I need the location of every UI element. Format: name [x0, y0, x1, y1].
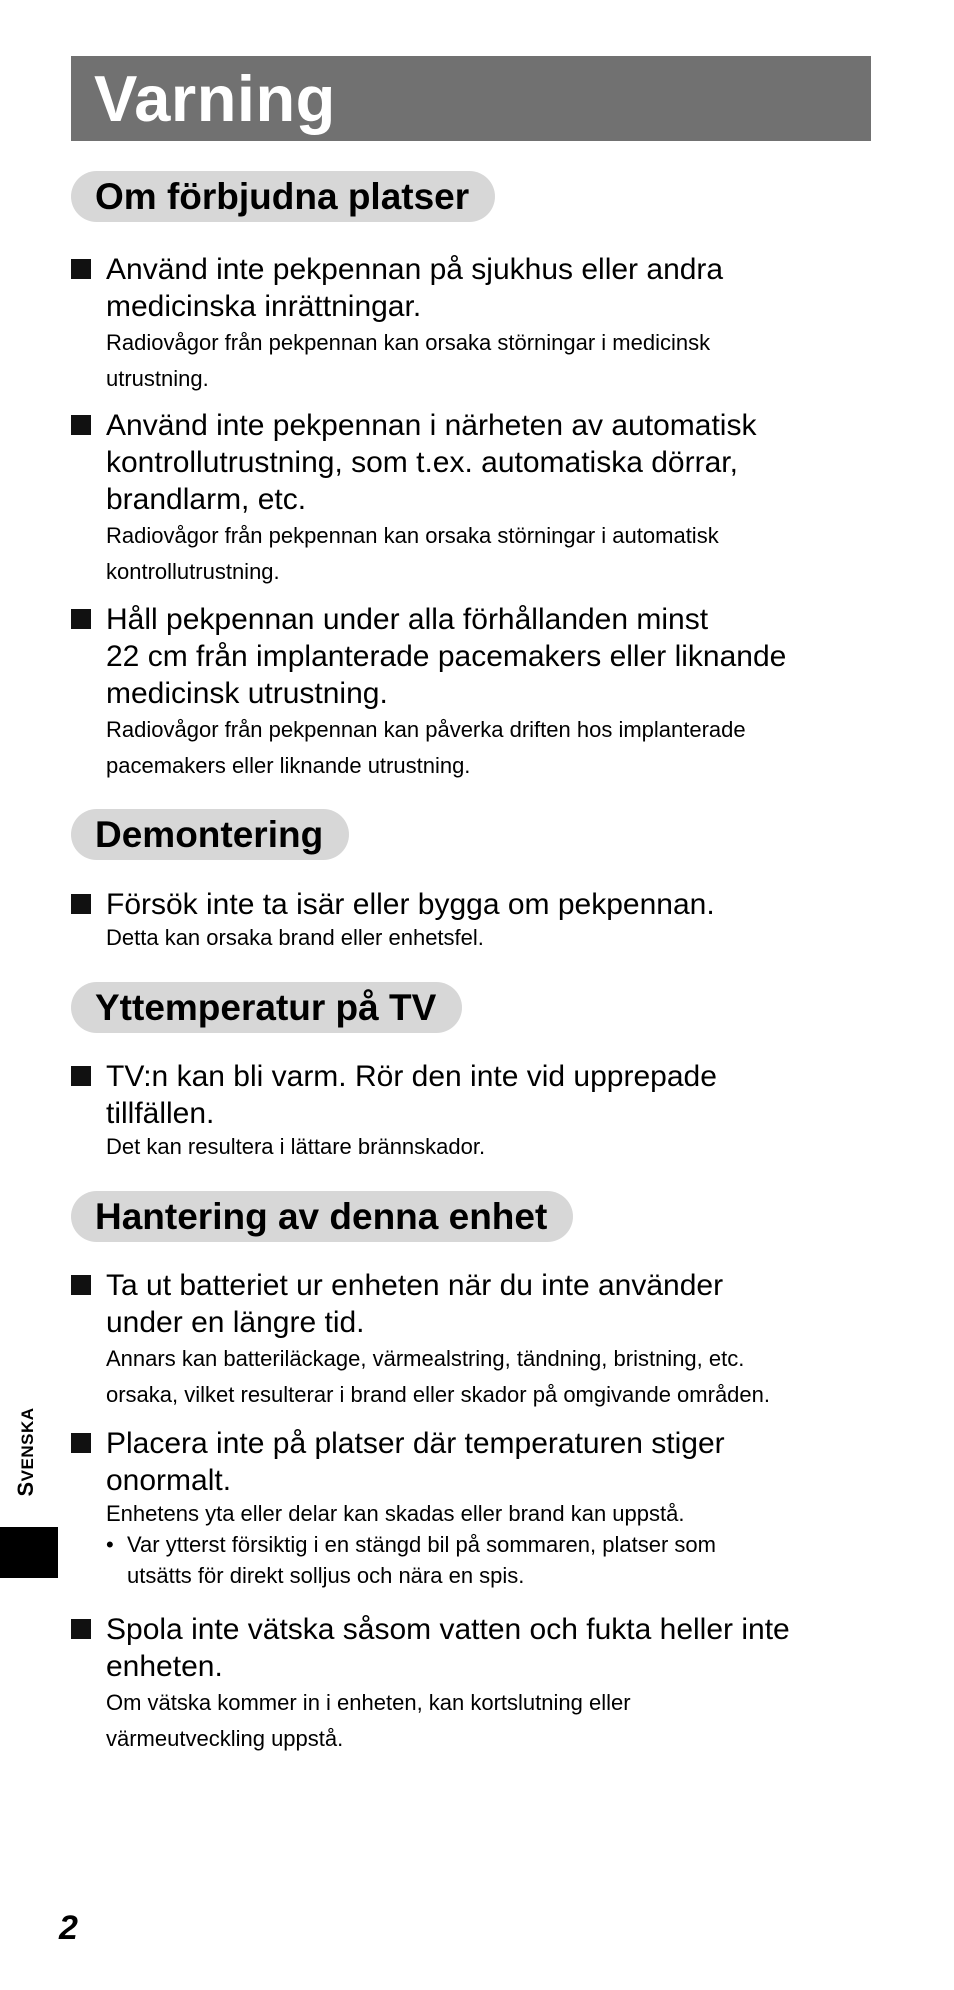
warning-item-pacemakers: [71, 601, 871, 784]
square-bullet-icon: [71, 894, 91, 914]
warning-item-disassembly: [71, 886, 871, 953]
square-bullet-icon: [71, 609, 91, 629]
title-bar: [71, 56, 871, 141]
warning-item-hospitals: [71, 251, 871, 397]
warning-sub-text: Radiovågor från pekpennan kan orsaka störningar i medicinsk utrustning.: [106, 330, 711, 391]
warning-sub-text: Enhetens yta eller delar kan skadas eller brand kan uppstå.: [106, 1501, 685, 1526]
warning-sub-text: Det kan resultera i lättare brännskador.: [106, 1134, 486, 1159]
warning-note: • Var ytterst försiktig i en stängd bil på sommaren, platser som utsätts för direkt solljus och nära en spis.: [106, 1529, 871, 1591]
section-heading-device-handling: Hantering av denna enhet: [71, 1191, 573, 1242]
square-bullet-icon: [71, 259, 91, 279]
warning-sub-text: Radiovågor från pekpennan kan orsaka störningar i automatisk kontrollutrustning.: [106, 523, 719, 584]
warning-main-text: Försök inte ta isär eller bygga om pekpennan.: [106, 888, 715, 921]
warning-main-text: Spola inte vätska såsom vatten och fukta heller inte enheten.: [106, 1613, 790, 1683]
language-side-tab: [0, 1527, 58, 1578]
warning-main-text: Använd inte pekpennan i närheten av automatisk kontrollutrustning, som t.ex. automatiska dörrar, brandlarm, etc.: [106, 409, 757, 516]
section-heading-tv-surface-temperature: Yttemperatur på TV: [71, 982, 462, 1033]
page-number: 2: [59, 1909, 78, 1947]
warning-sub-text: Radiovågor från pekpennan kan påverka driften hos implanterade pacemakers eller liknande utrustning.: [106, 717, 746, 778]
section-heading-disassembly: Demontering: [71, 809, 349, 860]
warning-main-text: Placera inte på platser där temperaturen stiger onormalt.: [106, 1427, 725, 1497]
square-bullet-icon: [71, 1433, 91, 1453]
warning-main-text: TV:n kan bli varm. Rör den inte vid upprepade tillfällen.: [106, 1060, 717, 1130]
section-heading-forbidden-places: Om förbjudna platser: [71, 171, 495, 222]
warning-item-liquids: [71, 1611, 871, 1757]
square-bullet-icon: [71, 1066, 91, 1086]
warning-sub-text: Om vätska kommer in i enheten, kan kortslutning eller värmeutveckling uppstå.: [106, 1690, 631, 1751]
warning-item-temperature-placement: [71, 1425, 871, 1591]
dot-bullet-icon: •: [106, 1532, 114, 1557]
language-side-label: SVENSKA: [13, 1407, 38, 1497]
warning-item-battery: [71, 1267, 871, 1413]
warning-main-text: Håll pekpennan under alla förhållanden minst 22 cm från implanterade pacemakers eller liknande medicinsk utrustning.: [106, 603, 787, 710]
warning-main-text: Ta ut batteriet ur enheten när du inte använder under en längre tid.: [106, 1269, 724, 1339]
square-bullet-icon: [71, 1275, 91, 1295]
warning-sub-text: Detta kan orsaka brand eller enhetsfel.: [106, 925, 484, 950]
warning-item-automatic-control: [71, 407, 871, 590]
warning-item-tv-hot: [71, 1058, 871, 1162]
square-bullet-icon: [71, 415, 91, 435]
square-bullet-icon: [71, 1619, 91, 1639]
warning-sub-text: Annars kan batteriläckage, värmealstring, tändning, bristning, etc. orsaka, vilket resulterar i brand eller skador på omgivande områden.: [106, 1346, 770, 1407]
warning-main-text: Använd inte pekpennan på sjukhus eller andra medicinska inrättningar.: [106, 253, 724, 323]
page-title: Varning: [94, 62, 336, 135]
